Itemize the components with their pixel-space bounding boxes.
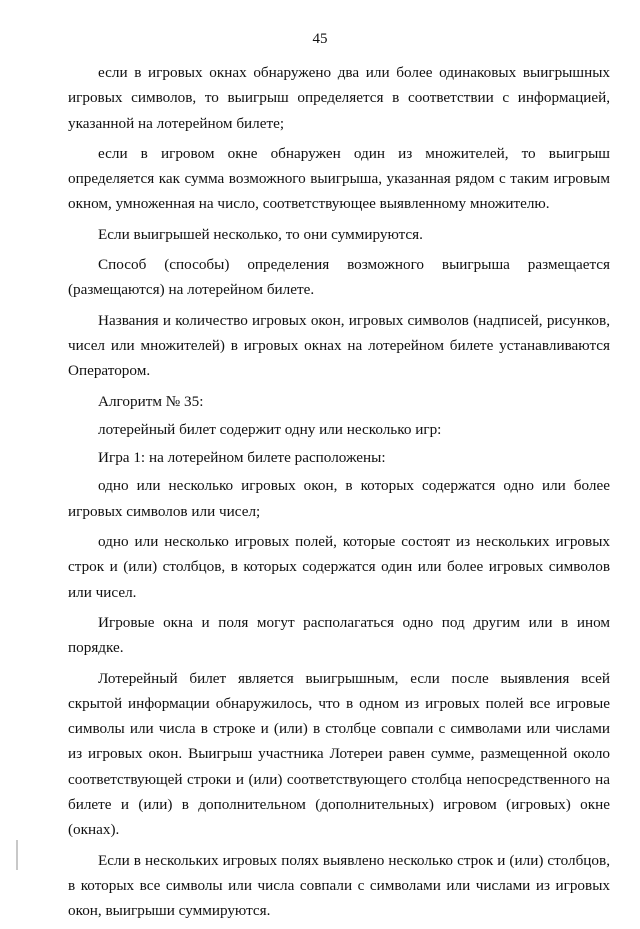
scan-edge-mark — [16, 840, 18, 870]
paragraph-game-fields: одно или несколько игровых полей, которые состоят из нескольких игровых строк и (или) столбцов, в которых содержатся один или более игровых символов или чисел. — [68, 533, 610, 601]
paragraph-game-1: Игра 1: на лотерейном билете расположены: — [98, 449, 386, 467]
paragraph-arrangement: Игровые окна и поля могут располагаться одно под другим или в ином порядке. — [68, 613, 610, 657]
paragraph-game-windows: одно или несколько игровых окон, в которых содержатся одно или более игровых символов или чисел; — [68, 477, 610, 520]
paragraph-winning-symbols: если в игровых окнах обнаружено два или более одинаковых выигрышных игровых символов, то выигрыш определяется в соответствии с информацией, указанной на лотерейном билете; — [68, 64, 610, 132]
document-body — [68, 60, 610, 929]
paragraph-multiple-fields: Если в нескольких игровых полях выявлено несколько строк и (или) столбцов, в которых все символы или числа совпали с символами или числами из игровых окон, выигрыши суммируются. — [68, 851, 610, 920]
paragraph-multiplier: если в игровом окне обнаружен один из множителей, то выигрыш определяется как сумма возможного выигрыша, указанная рядом с таким игровым окном, умноженная на число, соответствующее выявленному множителю. — [68, 144, 610, 213]
paragraph-operator-settings: Названия и количество игровых окон, игровых символов (надписей, рисунков, чисел или множителей) в игровых окнах на лотерейном билете устанавливаются Оператором. — [68, 311, 610, 380]
paragraph-method-location: Способ (способы) определения возможного выигрыша размещается (размещаются) на лотерейном билете. — [68, 256, 610, 299]
paragraph-algorithm-heading: Алгоритм № 35: — [98, 392, 204, 410]
paragraph-ticket-games: лотерейный билет содержит одну или несколько игр: — [98, 420, 442, 438]
paragraph-sum-winnings: Если выигрышей несколько, то они суммируются. — [98, 225, 423, 243]
page-number: 45 — [312, 31, 328, 47]
paragraph-winning-ticket: Лотерейный билет является выигрышным, если после выявления всей скрытой информации обнаружилось, что в одном из игровых полей все игровые символы или числа в строке и (или) в столбце совпали с символами или числами из игровых окон. Выигрыш участника Лотереи равен сумме, размещенной около соответствующей строки и (или) соответствующего столбца непосредственного на билете и (или) в дополнительном (дополнительных) игровом (игровых) окне (окнах). — [68, 669, 610, 839]
